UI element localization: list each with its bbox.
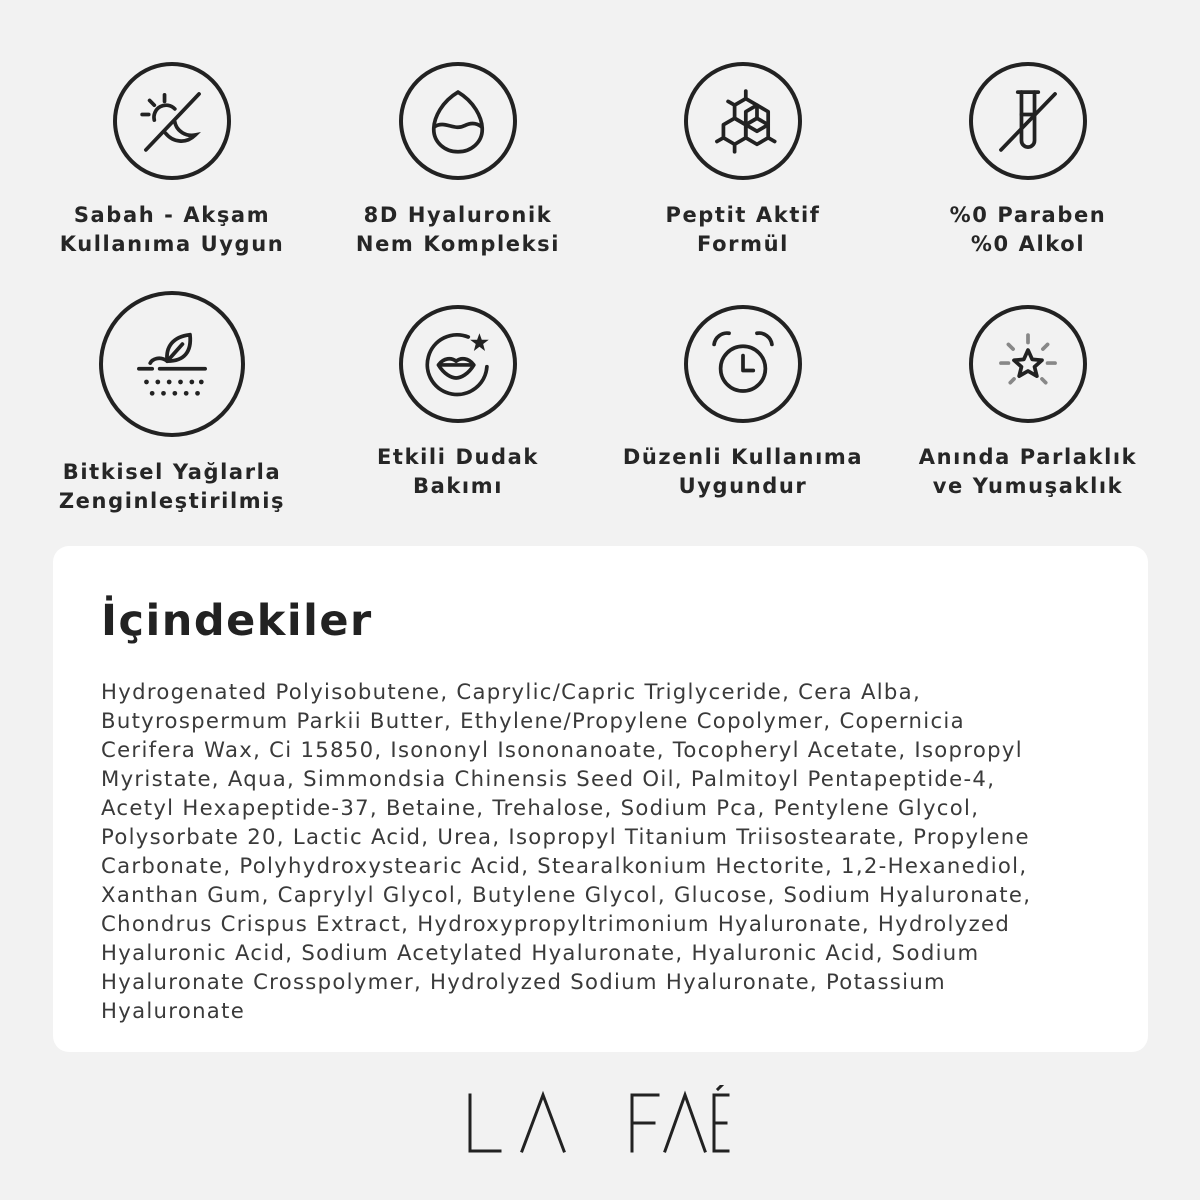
ingredients-line: Hyaluronate Crosspolymer, Hydrolyzed Sodium Hyaluronate, Potassium [101, 969, 946, 994]
ingredients-list [101, 677, 1111, 1025]
ingredients-line: Carbonate, Polyhydroxystearic Acid, Stearalkonium Hectorite, 1,2-Hexanediol, [101, 853, 1028, 878]
ingredients-line: Myristate, Aqua, Simmondsia Chinensis Seed Oil, Palmitoyl Pentapeptide-4, [101, 766, 996, 791]
ingredients-line: Cerifera Wax, Ci 15850, Isononyl Isononanoate, Tocopheryl Acetate, Isopropyl [101, 737, 1023, 762]
brand-logo [0, 1085, 1200, 1159]
ingredients-line: Butyrospermum Parkii Butter, Ethylene/Propylene Copolymer, Copernicia [101, 708, 965, 733]
ingredients-card [53, 546, 1148, 1052]
no-test-tube-icon [969, 62, 1087, 180]
leaf-seed-icon [99, 291, 245, 437]
feature-label: %0 Paraben %0 Alkol [949, 203, 1107, 256]
ingredients-line: Hyaluronate [101, 998, 246, 1023]
feature-label: Düzenli Kullanıma Uygundur [622, 445, 864, 498]
molecule-icon [684, 62, 802, 180]
feature-label: Anında Parlaklık ve Yumuşaklık [918, 445, 1138, 498]
brand-logo-mark [460, 1085, 740, 1155]
alarm-clock-icon [684, 305, 802, 423]
ingredients-line: Chondrus Crispus Extract, Hydroxypropyltrimonium Hyaluronate, Hydrolyzed [101, 911, 1011, 936]
sun-moon-crossed-icon [113, 62, 231, 180]
feature-label: Etkili Dudak Bakımı [376, 445, 539, 498]
ingredients-line: Polysorbate 20, Lactic Acid, Urea, Isopropyl Titanium Triisostearate, Propylene [101, 824, 1030, 849]
ingredients-line: Acetyl Hexapeptide-37, Betaine, Trehalose, Sodium Pca, Pentylene Glycol, [101, 795, 980, 820]
ingredients-line: Hyaluronic Acid, Sodium Acetylated Hyaluronate, Hyaluronic Acid, Sodium [101, 940, 980, 965]
feature-label: Bitkisel Yağlarla Zenginleştirilmiş [58, 460, 286, 513]
lips-star-icon [399, 305, 517, 423]
feature-label: 8D Hyaluronik Nem Kompleksi [355, 203, 561, 256]
feature-label: Peptit Aktif Formül [665, 203, 821, 256]
ingredients-title: İçindekiler [101, 596, 373, 646]
sparkle-star-icon [969, 305, 1087, 423]
water-drop-icon [399, 62, 517, 180]
feature-label: Sabah - Akşam Kullanıma Uygun [59, 203, 285, 256]
ingredients-line: Xanthan Gum, Caprylyl Glycol, Butylene Glycol, Glucose, Sodium Hyaluronate, [101, 882, 1032, 907]
ingredients-line: Hydrogenated Polyisobutene, Caprylic/Capric Triglyceride, Cera Alba, [101, 679, 921, 704]
